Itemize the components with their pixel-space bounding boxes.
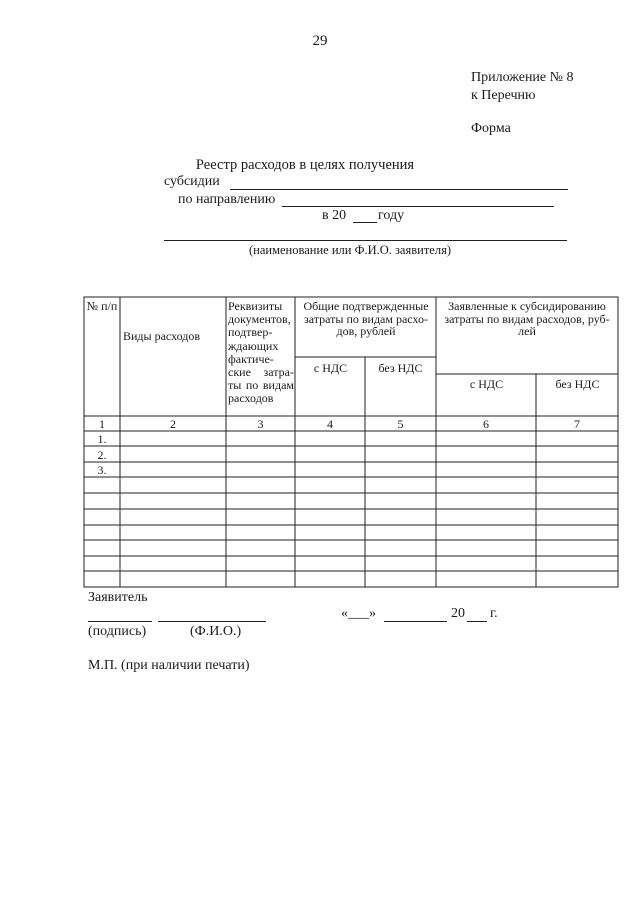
- column-number-7: 7: [574, 417, 580, 431]
- header-claimed-costs: Заявленные к субсидированию затраты по видам расходов, руб-лей: [444, 299, 610, 338]
- row-number-3: 3.: [97, 463, 107, 477]
- date-year-prefix: 20: [451, 606, 465, 621]
- header-document-details: Реквизиты документов, подтвер-ждающих фактиче-ские затра-ты по видам расходов: [228, 299, 294, 406]
- name-blank-line: [158, 621, 266, 622]
- header-row-number: № п/п: [86, 299, 118, 313]
- date-month-line: [384, 621, 447, 622]
- subsidy-label: субсидии: [164, 174, 220, 189]
- appendix-reference: к Перечню: [471, 88, 536, 103]
- header-claimed-with-vat: с НДС: [469, 377, 504, 391]
- applicant-label: Заявитель: [88, 590, 148, 605]
- column-number-5: 5: [397, 417, 404, 431]
- row-number-2: 2.: [97, 448, 107, 462]
- header-confirmed-without-vat: без НДС: [378, 361, 423, 375]
- date-suffix: г.: [490, 606, 498, 621]
- applicant-caption: (наименование или Ф.И.О. заявителя): [249, 243, 451, 257]
- header-confirmed-with-vat: с НДС: [313, 361, 348, 375]
- document-title: Реестр расходов в целях получения: [195, 157, 415, 173]
- header-confirmed-costs: Общие подтвержденные затраты по видам расхо-дов, рублей: [303, 299, 429, 338]
- column-number-1: 1: [99, 417, 105, 431]
- signature-blank-line: [88, 621, 152, 622]
- appendix-number: Приложение № 8: [471, 70, 574, 85]
- row-number-1: 1.: [97, 432, 107, 446]
- column-number-4: 4: [327, 417, 333, 431]
- year-prefix: в 20: [322, 208, 347, 223]
- header-claimed-without-vat: без НДС: [555, 377, 600, 391]
- direction-label: по направлению: [178, 192, 276, 207]
- date-year-line: [467, 621, 487, 622]
- column-number-3: 3: [257, 417, 264, 431]
- date-day: «___»: [341, 606, 376, 621]
- name-caption: (Ф.И.О.): [190, 624, 242, 639]
- page-number: 29: [312, 33, 328, 49]
- year-suffix: году: [378, 208, 405, 223]
- column-number-2: 2: [170, 417, 176, 431]
- header-expense-types: Виды расходов: [123, 329, 201, 343]
- column-number-6: 6: [483, 417, 489, 431]
- stamp-note: М.П. (при наличии печати): [88, 658, 250, 673]
- form-label: Форма: [471, 121, 511, 136]
- signature-caption: (подпись): [88, 624, 147, 639]
